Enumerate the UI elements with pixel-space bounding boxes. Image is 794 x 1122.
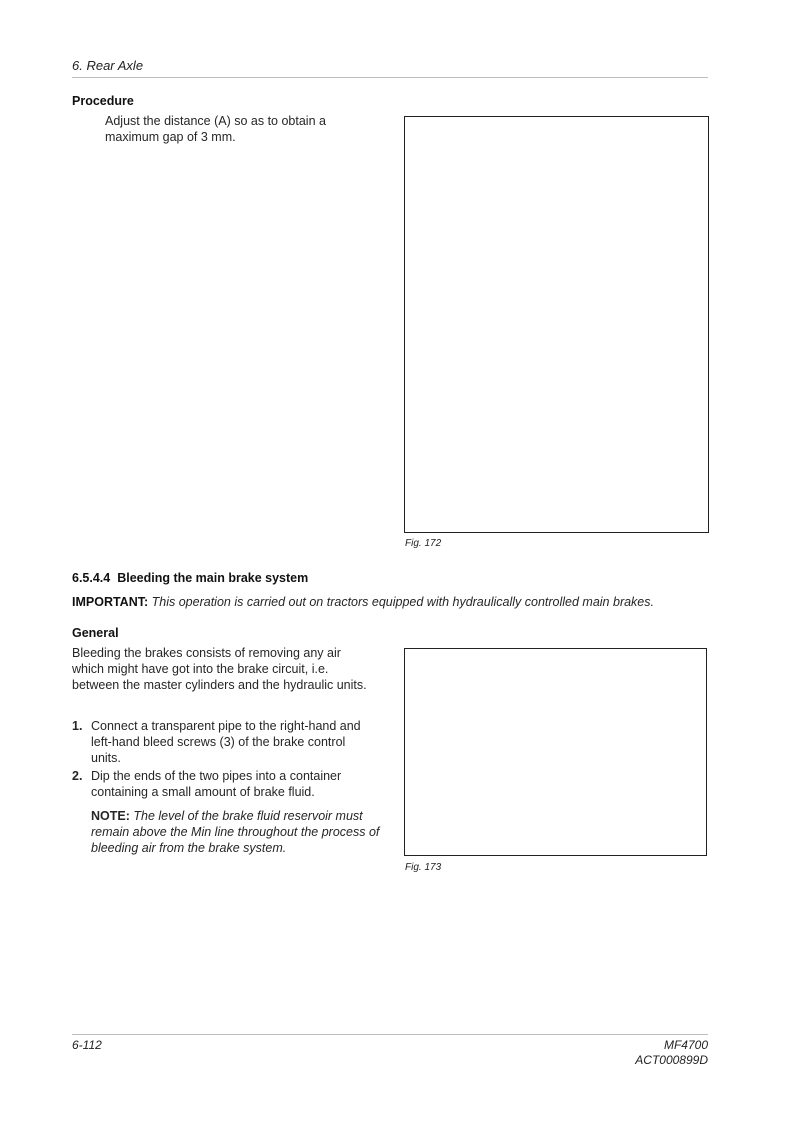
header-rule xyxy=(72,77,708,78)
section-number: 6.5.4.4 xyxy=(72,571,111,585)
important-note xyxy=(72,594,722,610)
page-number: 6-112 xyxy=(72,1038,102,1052)
list-item xyxy=(72,768,372,800)
footer-reference xyxy=(635,1038,708,1068)
running-header: 6. Rear Axle xyxy=(72,58,144,73)
model-code: MF4700 xyxy=(663,1038,708,1052)
figure-172-caption: Fig. 172 xyxy=(405,538,442,549)
document-code: ACT000899D xyxy=(635,1053,708,1067)
step-text: Dip the ends of the two pipes into a container containing a small amount of brake fluid. xyxy=(91,769,342,799)
figure-173-caption: Fig. 173 xyxy=(405,862,442,873)
list-item xyxy=(72,718,372,766)
step-number: 2. xyxy=(72,769,83,783)
footer-rule xyxy=(72,1034,708,1035)
brake-fluid-note xyxy=(91,808,381,856)
step-number: 1. xyxy=(72,719,83,733)
important-text: This operation is carried out on tractors equipped with hydraulically controlled main brakes. xyxy=(151,595,654,609)
section-heading xyxy=(72,571,308,585)
note-text: The level of the brake fluid reservoir must remain above the Min line throughout the process of bleeding air from the brake system. xyxy=(91,809,380,855)
figure-173-image xyxy=(404,648,707,856)
note-label: NOTE: xyxy=(91,809,130,823)
figure-172-image xyxy=(404,116,709,533)
section-title: Bleeding the main brake system xyxy=(117,571,309,585)
general-text: Bleeding the brakes consists of removing any air which might have got into the brake circuit, i.e. between the master cylinders and the hydraulic units. xyxy=(72,646,367,692)
important-label: IMPORTANT: xyxy=(72,595,149,609)
procedure-heading: Procedure xyxy=(72,94,134,108)
step-text: Connect a transparent pipe to the right-hand and left-hand bleed screws (3) of the brake control units. xyxy=(91,719,361,765)
general-heading: General xyxy=(72,626,119,640)
procedure-text: Adjust the distance (A) so as to obtain a maximum gap of 3 mm. xyxy=(105,114,326,144)
